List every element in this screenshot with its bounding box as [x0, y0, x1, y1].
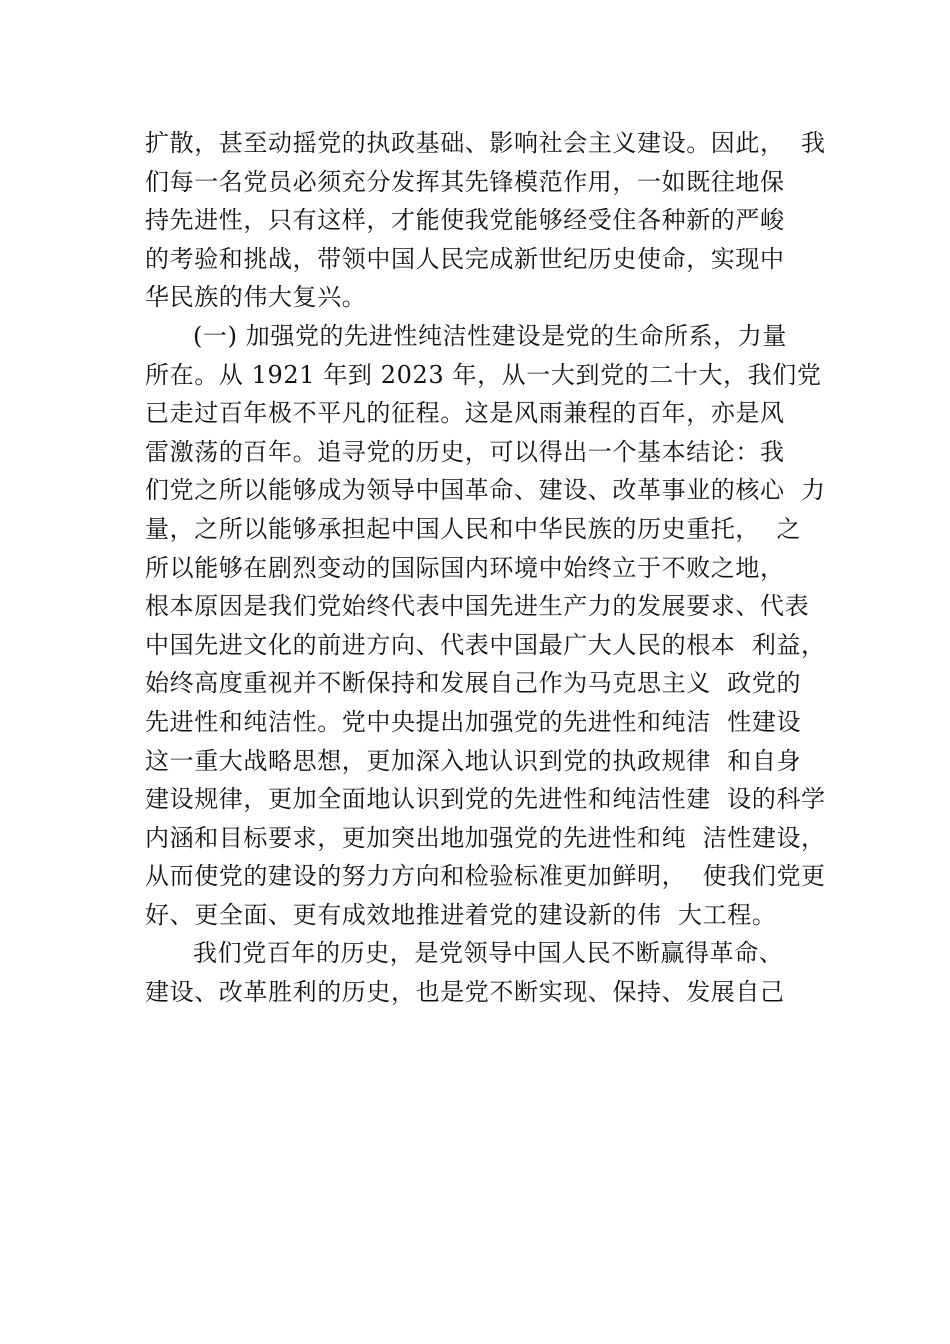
text-line: 建设、改革胜利的历史，也是党不断实现、保持、发展自己	[145, 978, 785, 1007]
text-line: 的考验和挑战，带领中国人民完成新世纪历史使命，实现中	[145, 244, 785, 273]
body-text	[145, 124, 835, 1012]
text-line: 内涵和目标要求，更加突出地加强党的先进性和纯 洁性建设，	[145, 823, 826, 852]
text-line: 这一重大战略思想，更加深入地认识到党的执政规律 和自身	[145, 746, 802, 775]
text-line: 好、更全面、更有成效地推进着党的建设新的伟 大工程。	[145, 900, 777, 929]
text-line: 已走过百年极不平凡的征程。这是风雨兼程的百年，亦是风	[145, 399, 785, 428]
text-line: 所以能够在剧烈变动的国际国内环境中始终立于不败之地，	[145, 553, 785, 582]
text-line: 们每一名党员必须充分发挥其先锋模范作用，一如既往地保	[145, 167, 785, 196]
text-line: 建设规律，更加全面地认识到党的先进性和纯洁性建 设的科学	[145, 785, 826, 814]
text-line: 量，之所以能够承担起中国人民和中华民族的历史重托， 之	[145, 514, 802, 543]
text-line: 华民族的伟大复兴。	[145, 283, 367, 312]
paragraph-start-line: 我们党百年的历史，是党领导中国人民不断赢得革命、	[193, 939, 784, 968]
text-line: 始终高度重视并不断保持和发展自己作为马克思主义 政党的	[145, 669, 802, 698]
text-line: 们党之所以能够成为领导中国革命、建设、改革事业的核心 力	[145, 476, 826, 505]
section-heading-line: (一) 加强党的先进性纯洁性建设是党的生命所系，力量	[193, 321, 787, 350]
text-line: 先进性和纯洁性。党中央提出加强党的先进性和纯洁 性建设	[145, 707, 802, 736]
text-line: 根本原因是我们党始终代表中国先进生产力的发展要求、代表	[145, 592, 810, 621]
text-line: 雷激荡的百年。追寻党的历史，可以得出一个基本结论：我	[145, 437, 785, 466]
text-line: 中国先进文化的前进方向、代表中国最广大人民的根本 利益，	[145, 630, 826, 659]
text-line: 从而使党的建设的努力方向和检验标准更加鲜明， 使我们党更	[145, 862, 826, 891]
text-line: 扩散，甚至动摇党的执政基础、影响社会主义建设。因此， 我	[145, 129, 826, 157]
text-line: 所在。从 1921 年到 2023 年，从一大到党的二十大，我们党	[145, 360, 822, 389]
text-line: 持先进性，只有这样，才能使我党能够经受住各种新的严峻	[145, 206, 785, 235]
